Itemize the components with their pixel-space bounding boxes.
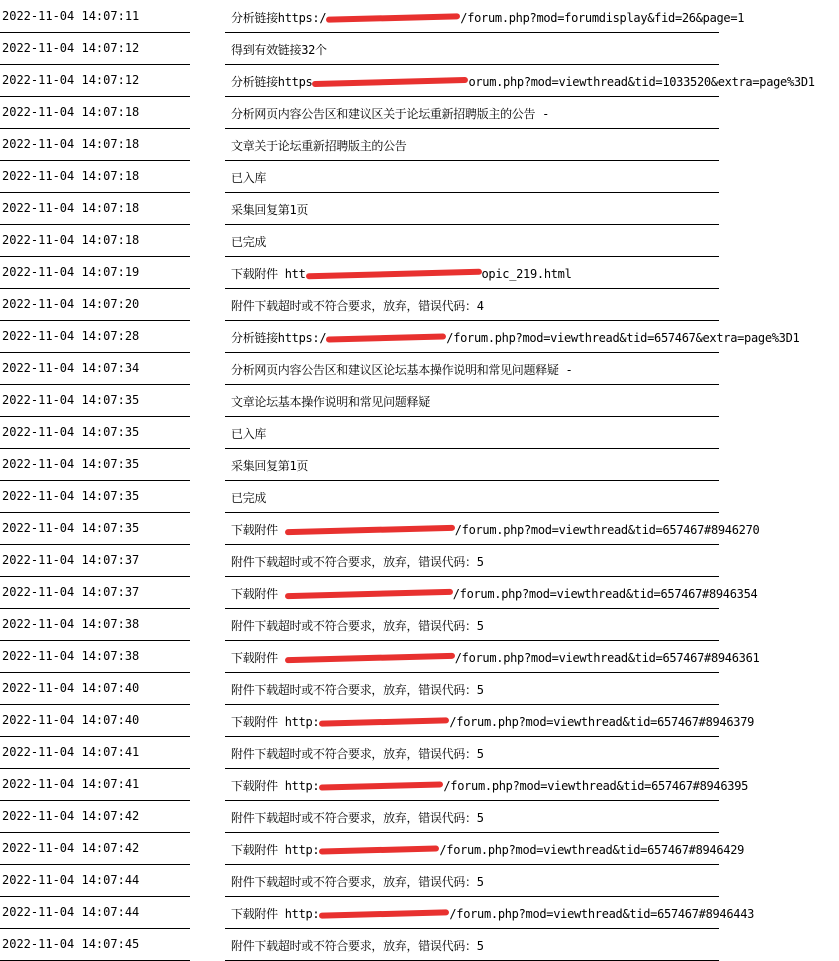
log-message	[231, 9, 744, 26]
redaction-mark	[285, 524, 455, 534]
log-row	[0, 257, 839, 289]
log-message-text: 附件下载超时或不符合要求，放弃，错误代码：5	[231, 555, 484, 569]
log-message-url-tail: /forum.php?mod=viewthread&tid=657467#8946443	[449, 907, 755, 921]
log-timestamp: 2022-11-04 14:07:18	[2, 201, 140, 215]
log-message-text: 已入库	[231, 427, 267, 441]
log-row	[0, 289, 839, 321]
log-timestamp: 2022-11-04 14:07:41	[2, 745, 140, 759]
redaction-mark	[319, 781, 443, 790]
log-timestamp: 2022-11-04 14:07:28	[2, 329, 140, 343]
log-message-text: 下载附件 htt	[231, 267, 306, 281]
log-message-url-tail: /forum.php?mod=viewthread&tid=657467#8946361	[454, 651, 760, 665]
log-message	[231, 713, 754, 730]
log-message	[231, 841, 744, 858]
redaction-mark	[285, 652, 455, 662]
log-row	[0, 705, 839, 737]
log-timestamp: 2022-11-04 14:07:12	[2, 41, 140, 55]
log-timestamp: 2022-11-04 14:07:35	[2, 425, 140, 439]
log-message-text: 下载附件 http:	[231, 843, 320, 857]
redaction-mark	[285, 588, 453, 598]
log-message	[231, 521, 759, 538]
log-message-text: 文章论坛基本操作说明和常见问题释疑	[231, 395, 430, 409]
log-timestamp: 2022-11-04 14:07:11	[2, 9, 140, 23]
log-message-text: 下载附件 http:	[231, 907, 320, 921]
log-message	[231, 201, 308, 218]
log-row	[0, 129, 839, 161]
log-timestamp: 2022-11-04 14:07:35	[2, 457, 140, 471]
log-message	[231, 489, 266, 506]
redaction-mark	[312, 76, 468, 86]
log-row	[0, 865, 839, 897]
log-row	[0, 833, 839, 865]
log-message-text: 采集回复第1页	[231, 459, 309, 473]
log-message-url-tail: opic_219.html	[481, 267, 572, 281]
log-message-text: 附件下载超时或不符合要求，放弃，错误代码：5	[231, 747, 484, 761]
redaction-mark	[319, 845, 439, 854]
log-row	[0, 481, 839, 513]
log-message-text: 分析链接https:/	[231, 11, 327, 25]
log-timestamp: 2022-11-04 14:07:35	[2, 393, 140, 407]
log-message	[231, 809, 484, 826]
log-message-text: 文章关于论坛重新招聘版主的公告	[231, 139, 407, 153]
redaction-mark	[326, 13, 460, 23]
log-message-text: 得到有效链接32个	[231, 43, 327, 57]
log-message-url-tail: /forum.php?mod=viewthread&tid=657467#8946270	[454, 523, 760, 537]
log-timestamp: 2022-11-04 14:07:18	[2, 137, 140, 151]
log-message-url-tail: /forum.php?mod=forumdisplay&fid=26&page=1	[460, 11, 745, 25]
log-row	[0, 449, 839, 481]
log-timestamp: 2022-11-04 14:07:35	[2, 521, 140, 535]
log-timestamp: 2022-11-04 14:07:42	[2, 841, 140, 855]
log-timestamp: 2022-11-04 14:07:37	[2, 553, 140, 567]
log-message-text: 下载附件 http:	[231, 779, 320, 793]
log-message-url-tail: /forum.php?mod=viewthread&tid=657467#8946354	[452, 587, 758, 601]
log-row	[0, 609, 839, 641]
log-message	[231, 681, 484, 698]
log-message	[231, 649, 759, 666]
log-timestamp: 2022-11-04 14:07:41	[2, 777, 140, 791]
log-row	[0, 897, 839, 929]
log-message	[231, 361, 572, 378]
log-message	[231, 745, 484, 762]
log-row	[0, 929, 839, 961]
log-row	[0, 65, 839, 97]
log-row	[0, 513, 839, 545]
log-message-url-tail: /forum.php?mod=viewthread&tid=657467#8946379	[449, 715, 755, 729]
log-row	[0, 353, 839, 385]
log-message-text: 附件下载超时或不符合要求，放弃，错误代码：5	[231, 939, 484, 953]
log-row	[0, 641, 839, 673]
log-row	[0, 801, 839, 833]
log-message	[231, 41, 327, 58]
log-message	[231, 937, 484, 954]
log-row	[0, 737, 839, 769]
log-message	[231, 585, 757, 602]
log-message	[231, 425, 266, 442]
log-message	[231, 777, 748, 794]
log-message-text: 已入库	[231, 171, 267, 185]
log-message-text: 附件下载超时或不符合要求，放弃，错误代码：5	[231, 875, 484, 889]
redaction-mark	[326, 333, 446, 342]
log-message-text: 下载附件	[231, 523, 285, 537]
log-message-url-tail: orum.php?mod=viewthread&tid=1033520&extra=page%3D1	[468, 75, 815, 89]
log-message	[231, 457, 308, 474]
log-timestamp: 2022-11-04 14:07:35	[2, 489, 140, 503]
log-row	[0, 577, 839, 609]
log-message-text: 下载附件	[231, 587, 285, 601]
log-message	[231, 169, 266, 186]
redaction-mark	[319, 717, 449, 726]
log-timestamp: 2022-11-04 14:07:40	[2, 681, 140, 695]
redaction-mark	[319, 909, 449, 918]
log-message-url-tail: /forum.php?mod=viewthread&tid=657467#8946395	[443, 779, 749, 793]
log-timestamp: 2022-11-04 14:07:18	[2, 169, 140, 183]
log-timestamp: 2022-11-04 14:07:40	[2, 713, 140, 727]
log-timestamp: 2022-11-04 14:07:44	[2, 905, 140, 919]
log-message-text: 附件下载超时或不符合要求，放弃，错误代码：4	[231, 299, 484, 313]
log-message-text: 分析网页内容公告区和建议区关于论坛重新招聘版主的公告 -	[231, 107, 550, 121]
log-message	[231, 329, 799, 346]
redaction-mark	[305, 268, 481, 279]
log-message	[231, 73, 815, 90]
log-message-text: 采集回复第1页	[231, 203, 309, 217]
log-timestamp: 2022-11-04 14:07:45	[2, 937, 140, 951]
log-message	[231, 873, 484, 890]
log-message-text: 附件下载超时或不符合要求，放弃，错误代码：5	[231, 811, 484, 825]
log-message-text: 已完成	[231, 491, 267, 505]
log-message	[231, 297, 484, 314]
log-row	[0, 385, 839, 417]
log-message	[231, 137, 407, 154]
log-row	[0, 193, 839, 225]
log-message-text: 已完成	[231, 235, 267, 249]
log-message-text: 下载附件	[231, 651, 285, 665]
log-timestamp: 2022-11-04 14:07:38	[2, 617, 140, 631]
log-message-text: 分析链接https	[231, 75, 313, 89]
log-message	[231, 905, 754, 922]
log-message-url-tail: /forum.php?mod=viewthread&tid=657467&extra=page%3D1	[446, 331, 800, 345]
log-timestamp: 2022-11-04 14:07:34	[2, 361, 140, 375]
log-message	[231, 265, 572, 282]
log-message	[231, 393, 430, 410]
log-message	[231, 105, 549, 122]
log-row	[0, 97, 839, 129]
log-timestamp: 2022-11-04 14:07:37	[2, 585, 140, 599]
log-message-text: 附件下载超时或不符合要求，放弃，错误代码：5	[231, 619, 484, 633]
log-message-url-tail: /forum.php?mod=viewthread&tid=657467#8946429	[439, 843, 745, 857]
log-row	[0, 225, 839, 257]
log-message	[231, 617, 484, 634]
log-row	[0, 417, 839, 449]
log-row	[0, 321, 839, 353]
log-message	[231, 553, 484, 570]
log-timestamp: 2022-11-04 14:07:18	[2, 105, 140, 119]
log-timestamp: 2022-11-04 14:07:44	[2, 873, 140, 887]
log-row	[0, 545, 839, 577]
log-row	[0, 1, 839, 33]
log-message-text: 分析网页内容公告区和建议区论坛基本操作说明和常见问题释疑 -	[231, 363, 573, 377]
log-timestamp: 2022-11-04 14:07:18	[2, 233, 140, 247]
log-timestamp: 2022-11-04 14:07:42	[2, 809, 140, 823]
log-timestamp: 2022-11-04 14:07:38	[2, 649, 140, 663]
log-row	[0, 33, 839, 65]
log-row	[0, 161, 839, 193]
log-message	[231, 233, 266, 250]
log-list	[0, 1, 839, 961]
log-message-text: 分析链接https:/	[231, 331, 327, 345]
log-message-text: 下载附件 http:	[231, 715, 320, 729]
log-row	[0, 673, 839, 705]
log-message-text: 附件下载超时或不符合要求，放弃，错误代码：5	[231, 683, 484, 697]
log-row	[0, 769, 839, 801]
log-timestamp: 2022-11-04 14:07:19	[2, 265, 140, 279]
log-timestamp: 2022-11-04 14:07:12	[2, 73, 140, 87]
log-timestamp: 2022-11-04 14:07:20	[2, 297, 140, 311]
